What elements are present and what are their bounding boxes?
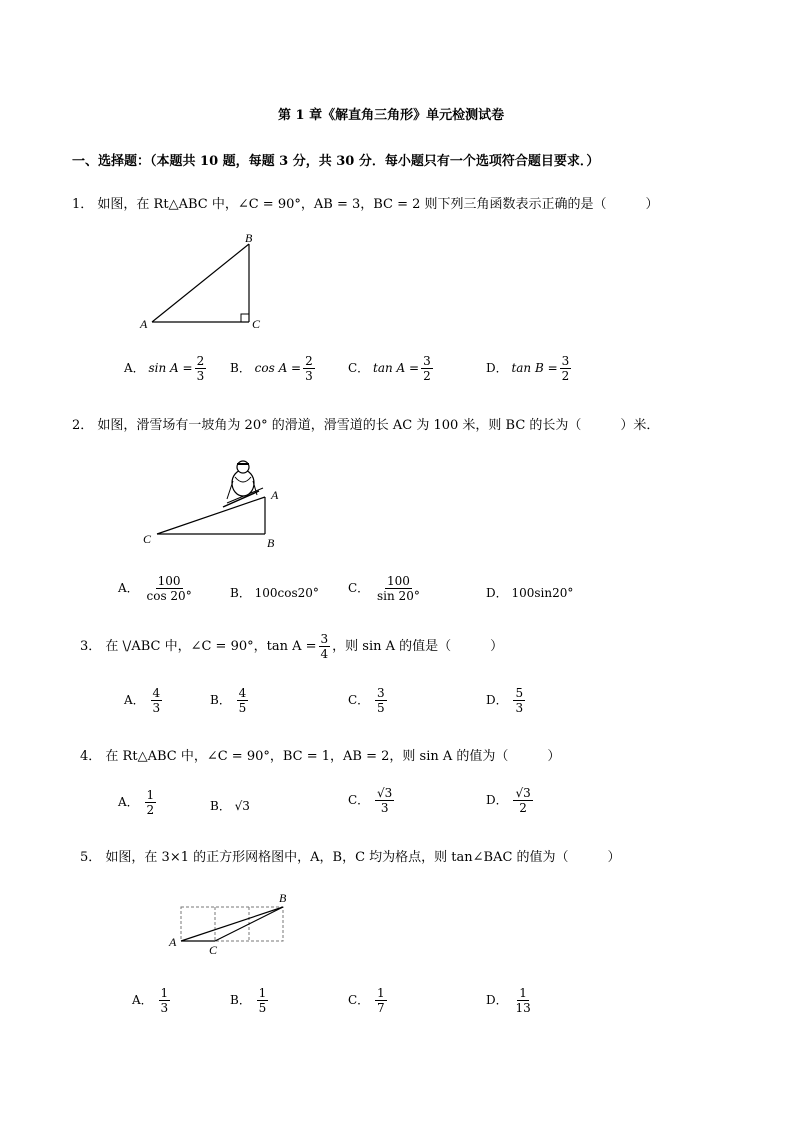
question-text: 在 Rt△ABC 中，∠C = 90°，BC = 1，AB = 2，则 sin A 的值为（ ） [105,749,561,764]
q3-option-b[interactable]: B． $\frac{4}{5}$ [210,686,247,715]
question-number: 2． [72,418,94,433]
q4-option-c[interactable]: C． $\frac{√3}{3}$ [348,786,393,815]
q2-option-b[interactable]: B． 100cos20° [230,586,319,600]
segment-ab [181,907,283,941]
q2-option-d[interactable]: D． 100sin20° [486,586,574,600]
label-c: C [252,317,261,331]
page-title: 第 1 章《解直角三角形》单元检测试卷 [278,108,505,123]
q5-option-d[interactable]: D． $\frac{1}{13}$ [486,986,531,1015]
question-3: 3． 在 \/ABC 中，∠C = 90°，tan A = $\frac{3}{4}$ ，则 sin A 的值是（ ） [80,632,504,661]
question-4 [80,745,560,764]
label-c: C [209,943,218,957]
q2-option-a[interactable]: A． $\frac{100}{\cos 20^\circ}$ [118,574,192,603]
q2-ski-slope-diagram [135,455,285,555]
question-text: 如图，在 3×1 的正方形网格图中，A，B，C 均为格点，则 tan∠BAC 的值为（ ） [105,850,621,865]
label-c: C [143,532,152,546]
question-number: 3． [80,639,102,654]
q5-option-a[interactable]: A． $\frac{1}{3}$ [132,986,169,1015]
q5-option-c[interactable]: C． $\frac{1}{7}$ [348,986,385,1015]
question-text: 如图，在 Rt△ABC 中，∠C = 90°，AB = 3，BC = 2 则下列三角函数表示正确的是（ ） [97,197,659,212]
q1-option-c[interactable]: C． tan A = $\frac{3}{2}$ [348,354,431,383]
q3-option-d[interactable]: D． $\frac{5}{3}$ [486,686,524,715]
q2-option-c[interactable]: C． $\frac{100}{\sin 20^\circ}$ [348,574,420,603]
q5-grid-diagram [165,888,305,958]
label-b: B [245,231,253,245]
label-b: B [267,536,275,550]
q3-option-a[interactable]: A． $\frac{4}{3}$ [124,686,161,715]
q1-option-d[interactable]: D． tan B = $\frac{3}{2}$ [486,354,570,383]
question-1 [72,193,659,212]
question-5 [80,846,621,865]
label-a: A [140,317,148,331]
q5-option-b[interactable]: B． $\frac{1}{5}$ [230,986,267,1015]
question-number: 4． [80,749,102,764]
q4-option-b[interactable]: B． √3 [210,799,250,813]
q4-option-d[interactable]: D． $\frac{√3}{2}$ [486,786,531,815]
side-ca [157,497,265,534]
q3-option-c[interactable]: C． $\frac{3}{5}$ [348,686,385,715]
side-ab [152,244,249,322]
q1-option-a[interactable]: A． sin A = $\frac{2}{3}$ [124,354,205,383]
label-b: B [279,891,287,905]
q4-option-a[interactable]: A． $\frac{1}{2}$ [118,788,155,817]
section-heading: 一、选择题：（本题共 10 题，每题 3 分，共 30 分．每小题只有一个选项符合题目要求．） [72,154,600,169]
question-text: 如图，滑雪场有一坡角为 20° 的滑道，滑雪道的长 AC 为 100 米，则 BC 的长为（ ）米． [97,418,660,433]
q1-triangle-diagram [130,228,280,338]
q1-option-b[interactable]: B． cos A = $\frac{2}{3}$ [230,354,313,383]
question-number: 1． [72,197,94,212]
question-number: 5． [80,850,102,865]
label-a: A [169,935,177,949]
right-angle-mark [241,314,249,322]
question-2 [72,414,659,433]
label-a: A [271,488,279,502]
